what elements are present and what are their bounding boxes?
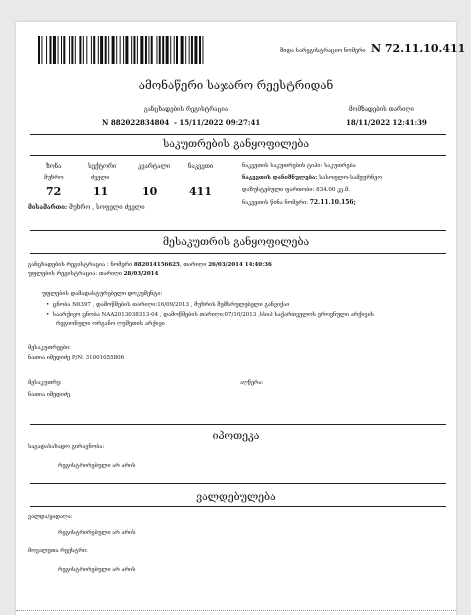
lien-value-2: რეგისტრირებული არ არის [58, 567, 136, 573]
co-owner-value: ნათია იმედიძე [28, 392, 71, 398]
co-owner-label: მესაკუთრე: [28, 380, 62, 386]
divider [30, 155, 446, 156]
block-label: კვარტალი [138, 163, 171, 170]
lien-value-1: რეგისტრირებული არ არის [58, 530, 136, 536]
sector-sub: ძველი [91, 175, 110, 181]
block-value: 10 [142, 185, 158, 198]
owner-app-line: განცხადების რეგისტრაცია : ნომერი 882014156625, თარიღი 26/03/2014 14:40:36 [28, 262, 272, 268]
sector-value: 11 [93, 185, 109, 198]
divider [30, 506, 446, 507]
land-purpose: ნაკვეთის დანიშნულება: სასოფლო-სამეურნეო [242, 175, 382, 181]
parcel-label: ნაკვეთი [188, 163, 214, 170]
right-registration-line: უფლების რეგისტრაცია: თარიღი 28/03/2014 [28, 271, 159, 277]
lien-label-1: ვალდა/ყადაღა: [28, 514, 73, 520]
prep-date-label: მომზადების თარიღი [349, 106, 414, 113]
sector-label: სექტორი [88, 163, 117, 170]
parcel-value: 411 [189, 185, 212, 198]
app-number: N 882022834804 [102, 118, 170, 127]
divider [30, 483, 446, 484]
barcode [38, 36, 253, 64]
zone-label: ზონა [46, 163, 62, 170]
divider [30, 253, 446, 254]
basis-item-1: • ცნობა N6397 , დამოწმების თარიღი:16/09/2013 , მუხრის შემსრულებელი განვიქაი [46, 302, 290, 308]
barcode-caption: შიდა სარეგისტრაციო ნომერი [280, 48, 366, 54]
basis-item-2: • საარქივო ცნობა NAA2013038313-04 , დამოწმების თარიღი:07/10/2013 ,სსიპ საქართველოს ეროვნული არქივის [46, 312, 374, 318]
app-date: - 15/11/2022 09:27:41 [174, 118, 261, 127]
document-page [16, 22, 466, 615]
prep-date: 18/11/2022 12:41:39 [346, 118, 427, 127]
address: მისამართი: მუხრო , სოფელი ძველი [28, 204, 145, 211]
divider [30, 424, 446, 425]
description-label: აღწერა: [240, 380, 264, 386]
liens-section-title: ვალდებულება [196, 491, 276, 503]
mortgage-label: საგადასახადო გირავნობა: [28, 444, 105, 450]
basis-item-2b: რეგიონული ორგანო ღუშეთის არქივი [56, 321, 165, 327]
owners-label: მესაკუთრეები: [28, 345, 71, 351]
divider [30, 230, 446, 231]
doc-number: N 72.11.10.411 [371, 42, 466, 55]
owner-section-title: მესაკუთრის განყოფილება [162, 236, 310, 248]
zone-sub: მუხრო [44, 175, 64, 181]
property-section-title: საკუთრების განყოფილება [162, 138, 310, 150]
area: დაზუსტებული ფართობი: 834.00 კვ.მ. [242, 187, 350, 193]
lien-label-2: მოვალეთა რეესტრი: [28, 548, 88, 554]
mortgage-section-title: იპოთეკა [212, 430, 260, 442]
zone-value: 72 [46, 185, 62, 198]
org-title: ამონაწერი საჯარო რეესტრიდან [138, 78, 334, 92]
previous-number: ნაკვეთის წინა ნომერი: 72.11.10.156; [242, 199, 356, 206]
basis-label: უფლების დამადასტურებელი დოკუმენტი: [42, 291, 163, 297]
divider [30, 134, 446, 135]
mortgage-value: რეგისტრირებული არ არის [58, 463, 136, 469]
page-footer [16, 610, 456, 615]
owners-value: ნათია იმედიძე P/N: 31001055806 [28, 355, 125, 361]
ownership-type: ნაკვეთის საკუთრების ტიპი: საკუთრება [242, 163, 356, 169]
app-number-label: განცხადების რეგისტრაცია [144, 106, 229, 113]
